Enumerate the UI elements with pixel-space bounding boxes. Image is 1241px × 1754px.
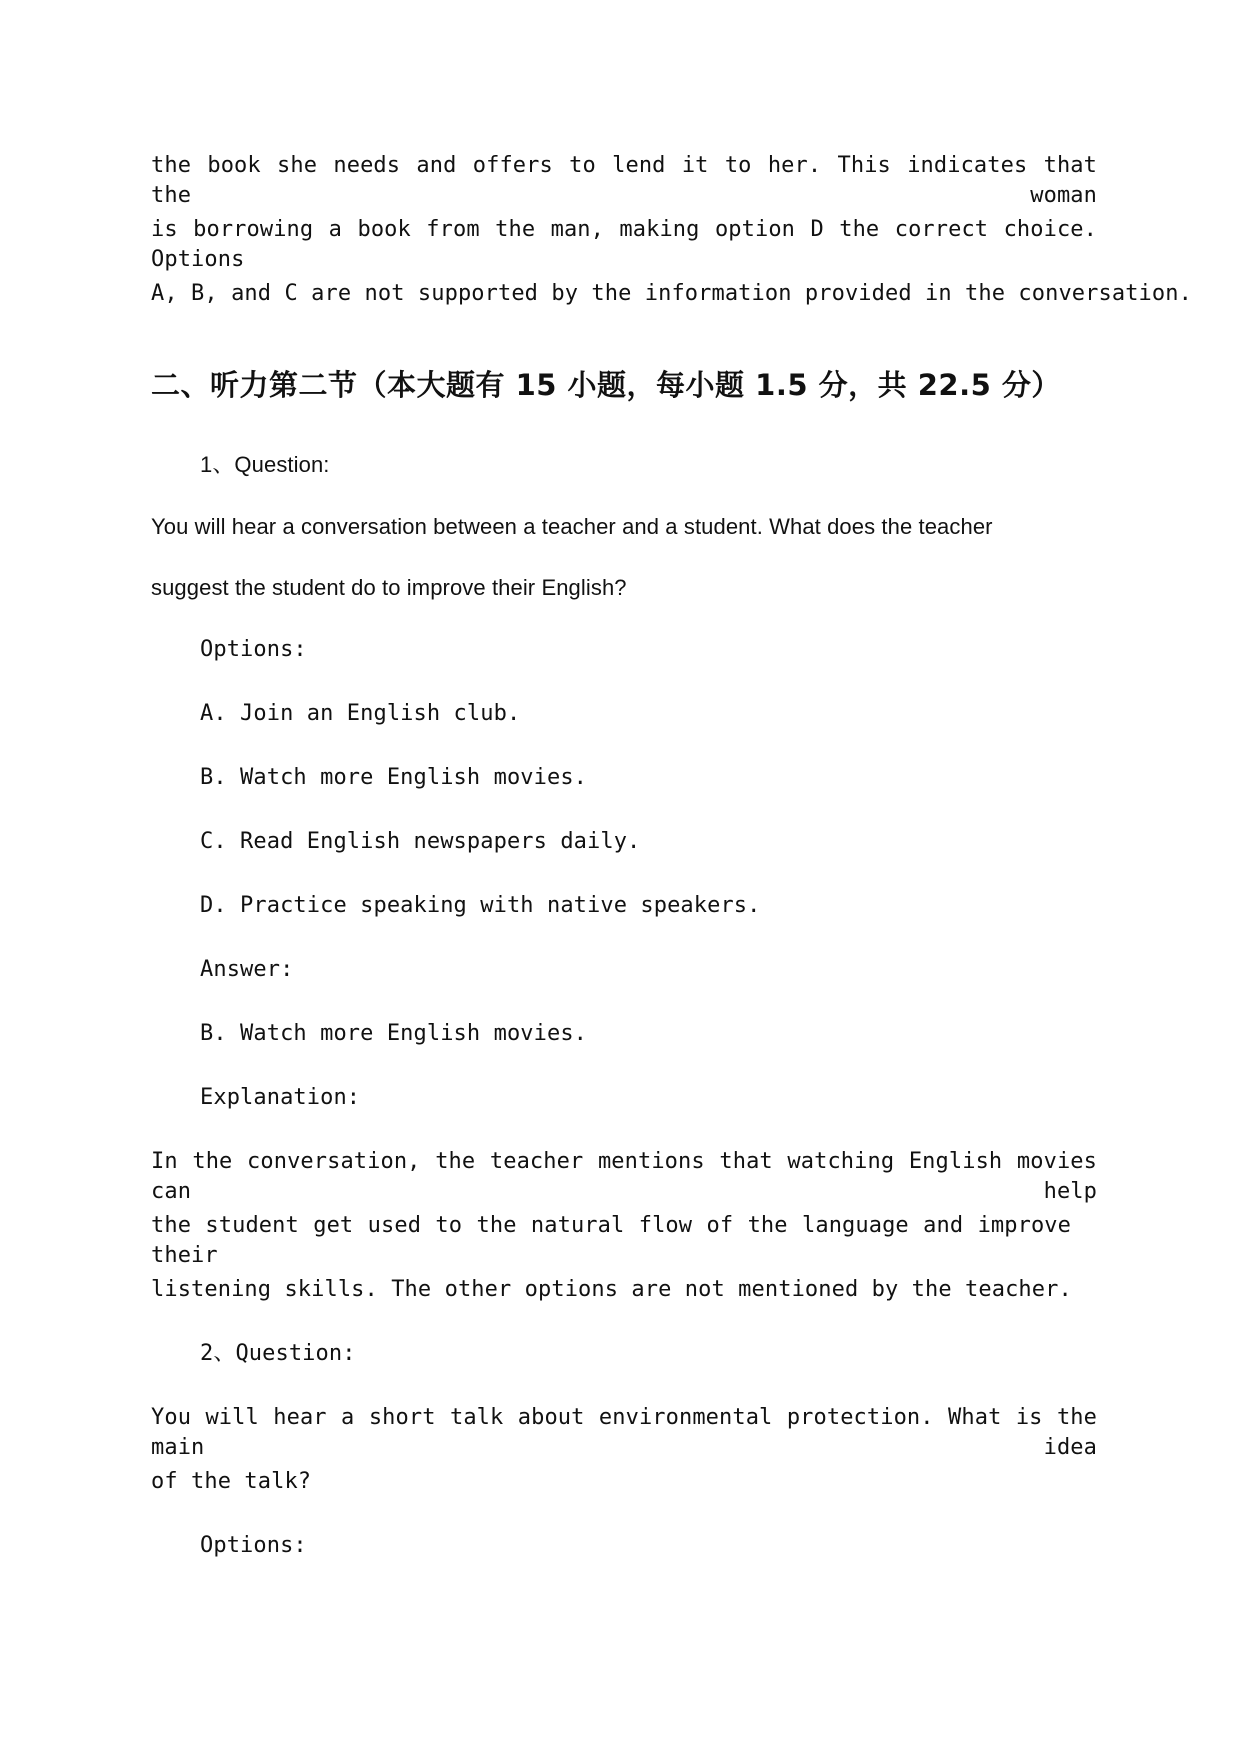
option-d: D. Practice speaking with native speakers. — [200, 893, 761, 918]
explanation-line: the book she needs and offers to lend it to her. This indicates that the woman — [151, 153, 1097, 208]
option-c: C. Read English newspapers daily. — [200, 829, 641, 854]
option-b: B. Watch more English movies. — [200, 765, 588, 790]
section-heading: 二、听力第二节（本大题有 15 小题，每小题 1.5 分，共 22.5 分） — [151, 368, 1061, 402]
question-prompt-line: You will hear a short talk about environmental protection. What is the main idea — [151, 1405, 1097, 1460]
question-label: 1、Question: — [200, 452, 330, 477]
option-a: A. Join an English club. — [200, 701, 521, 726]
answer-label: Answer: — [200, 957, 294, 982]
explanation-line: is borrowing a book from the man, making option D the correct choice. Options — [151, 217, 1097, 272]
options-label: Options: — [200, 1533, 307, 1558]
question-prompt-line: of the talk? — [151, 1469, 312, 1494]
explanation-line: listening skills. The other options are not mentioned by the teacher. — [151, 1277, 1072, 1302]
explanation-line: A, B, and C are not supported by the information provided in the conversation. — [151, 281, 1192, 306]
options-label: Options: — [200, 637, 307, 662]
question-prompt-line: You will hear a conversation between a teacher and a student. What does the teacher — [151, 514, 993, 539]
answer-value: B. Watch more English movies. — [200, 1021, 588, 1046]
question-prompt-line: suggest the student do to improve their English? — [151, 575, 627, 600]
question-label: 2、Question: — [200, 1341, 356, 1366]
explanation-line: In the conversation, the teacher mentions that watching English movies can help — [151, 1149, 1097, 1204]
explanation-label: Explanation: — [200, 1085, 361, 1110]
explanation-line: the student get used to the natural flow of the language and improve their — [151, 1213, 1071, 1268]
